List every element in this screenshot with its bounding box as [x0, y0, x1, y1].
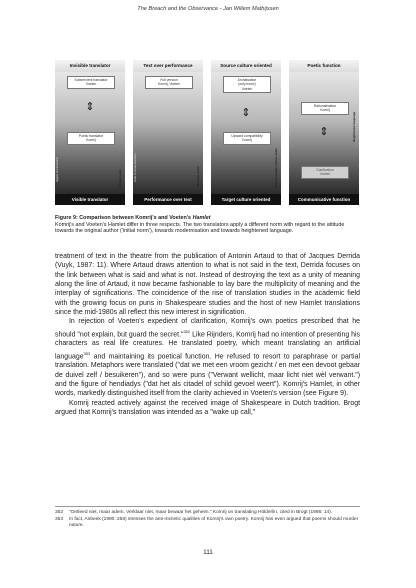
footnote-number: 353: [55, 517, 64, 523]
gradient-scale: [289, 72, 359, 194]
column-invisible-translator: [55, 60, 125, 205]
left-vertical-label: scale of textual alteration: [134, 153, 137, 182]
box-rationalisation: Rationalisation Komrij: [301, 102, 349, 115]
side-vertical-label: Identical scale: [196, 166, 200, 187]
caption-text: Komrij's and Voeten's Hamlet differ in three respects. The two translators apply a different norm with regard to the attitude towards the original author ('initial norm'), towards modernisation and towards heightened language.: [55, 221, 345, 235]
column-source-culture-oriented: [211, 60, 281, 205]
box-upward-compatibility: Upward compatibility Komrij: [223, 132, 271, 145]
column-footer: Communicative function: [289, 194, 359, 205]
box-poetic-translator: Poetic translator Komrij: [67, 132, 115, 145]
footnote-ref[interactable]: 353: [83, 350, 91, 356]
column-footer: Target culture oriented: [211, 194, 281, 205]
side-vertical-label: Actual scale: [118, 169, 122, 187]
footnote: [55, 510, 360, 516]
gradient-scale: [133, 72, 203, 194]
paragraph: In rejection of Voeten's expedient of clarification, Komrij's own poetics prescribed that he should "not explain, but guard the secret."$^{352}$ Like Rijnders, Komrij had no intention of presenting his characters as real life creatures. He translated poetry, which meant translating an artificial language$^{353}$ and maintaining its poetical function. He refused to resort to paraphrase or partial translation. Metaphors were translated ("dat we met een vroom gezicht / en met een devoot gebaar de duivel zelf / besuikeren"), and so were puns ("Verwant wellicht, maar licht niet wèl verwant.") and the figure of hendiadys ("dat het als citadel of schild gevoel weert"). Komrij's Hamlet, in other words, markedly distinguished itself from the clarity achieved in Voeten's version (see Figure 9).: [55, 318, 360, 398]
box-subservient-translator: Subservient translator Voeten: [67, 76, 115, 89]
box-clarification: Clarification Voeten: [301, 166, 349, 179]
figure-9-diagram: [55, 60, 360, 205]
box-full-version: Full version Komrij, Voeten: [145, 76, 193, 89]
body-text: [55, 252, 360, 417]
paragraph: Komrij reacted actively against the received image of Shakespeare in Dutch tradition. Brogt argued that Komrij's translation was intended as a "wake up call,": [55, 399, 360, 417]
page-number: 111: [203, 549, 213, 556]
column-footer: Performance over text: [133, 194, 203, 205]
footnote: [55, 517, 360, 529]
figure-caption: [55, 215, 360, 235]
left-vertical-label: degree of intervention: [56, 156, 59, 182]
paragraph: treatment of text in the theatre from the publication of Antonin Artaud to that of Jacques Derrida (Vuyk, 1987: 11). Where Artaud draws attention to what is not said in the text, Derrida focuses on the link between what is said and what is not. Instead of destroying the text as a unity of meaning along the line of Artaud, it now became fashionable to lay bare the multiplicity of meaning and the interplay of significations. The coincidence of the rise of translation studies in the academic field with the growing focus on puns in Shakespeare studies and the host of new Hamlet translations since the mid-1980s all reflect this new interest in signification.: [55, 253, 360, 317]
column-header: Poetic function: [289, 60, 359, 73]
box-archaisation: Archaisation (only ironic) Voeten: [223, 76, 271, 93]
double-arrow-icon: ⇕: [241, 107, 251, 119]
column-header: Source culture oriented: [211, 60, 281, 73]
column-footer: Visible translator: [55, 194, 125, 205]
side-vertical-label: Source-target culture scale: [274, 148, 278, 187]
footnote-text: In fact, Anbeek (1990: 258) stresses the anti-mimetic qualities of Komrij's own poetry. Komrij has even argued that poems should murder nature.: [69, 517, 359, 529]
column-poetic-function: [289, 60, 359, 205]
column-header: Invisible translator: [55, 60, 125, 73]
running-head: The Breach and the Observance - Jan Willem Mathijssen: [137, 6, 279, 12]
gradient-scale: [55, 72, 125, 194]
double-arrow-icon: ⇕: [319, 126, 329, 138]
caption-title: Figure 9: Comparison between Komrij's and Voeten's Hamlet: [55, 215, 211, 221]
footnote-number: 352: [55, 510, 64, 515]
footnote-text: "Ontleed niet, maar adem. Verklaar niet, maar bewaar het geheim." Komrij on translating Hölderlin, cited in Brogt (1986: 14).: [69, 510, 333, 515]
column-header: Text over performance: [133, 60, 203, 73]
side-vertical-label: Heightened language: [352, 111, 356, 142]
footnotes: [55, 506, 360, 531]
gradient-scale: [211, 72, 281, 194]
double-arrow-icon: ⇕: [85, 101, 95, 113]
column-text-over-performance: [133, 60, 203, 205]
footnote-ref[interactable]: 352: [183, 328, 191, 334]
